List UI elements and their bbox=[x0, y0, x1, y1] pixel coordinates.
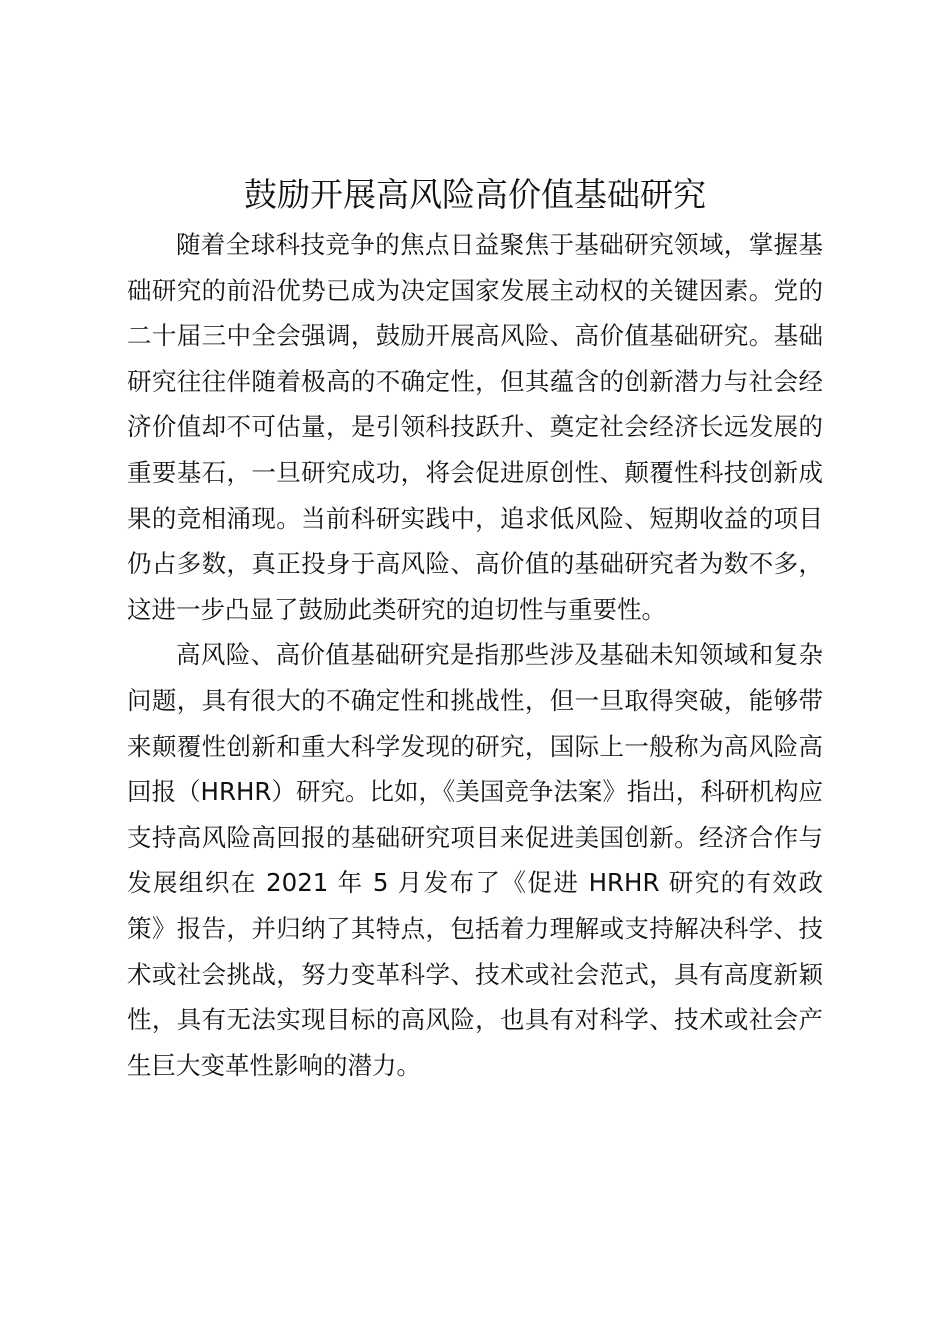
paragraph-1: 随着全球科技竞争的焦点日益聚焦于基础研究领域，掌握基础研究的前沿优势已成为决定国家发展主动权的关键因素。党的二十届三中全会强调，鼓励开展高风险、高价值基础研究。基础研究往往伴随着极高的不确定性，但其蕴含的创新潜力与社会经济价值却不可估量，是引领科技跃升、奠定社会经济长远发展的重要基石，一旦研究成功，将会促进原创性、颠覆性科技创新成果的竞相涌现。当前科研实践中，追求低风险、短期收益的项目仍占多数，真正投身于高风险、高价值的基础研究者为数不多，这进一步凸显了鼓励此类研究的迫切性与重要性。 bbox=[127, 230, 823, 624]
document-title: 鼓励开展高风险高价值基础研究 bbox=[244, 175, 706, 214]
paragraph-2: 高风险、高价值基础研究是指那些涉及基础未知领域和复杂问题，具有很大的不确定性和挑战性，但一旦取得突破，能够带来颠覆性创新和重大科学发现的研究，国际上一般称为高风险高回报（HRHR）研究。比如，《美国竞争法案》指出，科研机构应支持高风险高回报的基础研究项目来促进美国创新。经济合作与发展组织在 2021 年 5 月发布了《促进 HRHR 研究的有效政策》报告，并归纳了其特点，包括着力理解或支持解决科学、技术或社会挑战，努力变革科学、技术或社会范式，具有高度新颖性，具有无法实现目标的高风险，也具有对科学、技术或社会产生巨大变革性影响的潜力。 bbox=[127, 640, 823, 1080]
document-body bbox=[127, 222, 823, 1088]
